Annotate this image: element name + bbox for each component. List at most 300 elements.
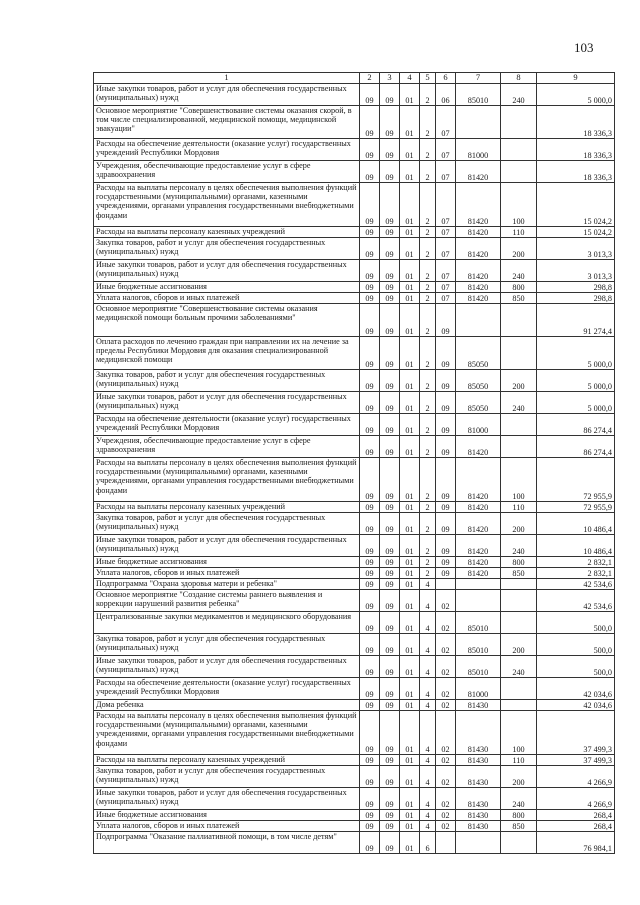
row-name: Иные закупки товаров, работ и услуг для обеспечения государственных (муниципальных) нужд [94,535,360,557]
row-amount: 42 534,6 [537,579,615,590]
row-name: Иные закупки товаров, работ и услуг для обеспечения государственных (муниципальных) нужд [94,260,360,282]
column-header-2: 2 [360,73,380,84]
measure-code: 02 [436,678,456,700]
row-amount: 500,0 [537,634,615,656]
program-code: 2 [420,238,436,260]
section-code: 09 [380,634,400,656]
budget-table [93,72,615,854]
measure-code: 07 [436,139,456,161]
program-code: 2 [420,183,436,227]
subsection-code: 01 [400,788,420,810]
column-header-3: 3 [380,73,400,84]
section-code: 09 [380,535,400,557]
program-code: 2 [420,84,436,106]
target-code: 81000 [456,139,501,161]
ministry-code: 09 [360,293,380,304]
row-amount: 72 955,9 [537,458,615,502]
program-code: 4 [420,656,436,678]
program-code: 2 [420,502,436,513]
subsection-code: 01 [400,84,420,106]
expense-type-code: 200 [501,370,537,392]
ministry-code: 09 [360,788,380,810]
row-name: Уплата налогов, сборов и иных платежей [94,568,360,579]
section-code: 09 [380,260,400,282]
ministry-code: 09 [360,260,380,282]
subsection-code: 01 [400,260,420,282]
row-amount: 18 336,3 [537,106,615,139]
section-code: 09 [380,502,400,513]
row-amount: 5 000,0 [537,392,615,414]
table-row [94,788,615,810]
row-amount: 5 000,0 [537,84,615,106]
subsection-code: 01 [400,579,420,590]
row-name: Закупка товаров, работ и услуг для обеспечения государственных (муниципальных) нужд [94,513,360,535]
program-code: 2 [420,568,436,579]
subsection-code: 01 [400,436,420,458]
expense-type-code: 850 [501,821,537,832]
ministry-code: 09 [360,557,380,568]
measure-code: 02 [436,810,456,821]
row-name: Иные бюджетные ассигнования [94,810,360,821]
subsection-code: 01 [400,227,420,238]
subsection-code: 01 [400,106,420,139]
program-code: 4 [420,678,436,700]
ministry-code: 09 [360,161,380,183]
section-code: 09 [380,711,400,755]
row-name: Расходы на обеспечение деятельности (оказание услуг) государственных учреждений Республики Мордовия [94,414,360,436]
ministry-code: 09 [360,755,380,766]
subsection-code: 01 [400,590,420,612]
expense-type-code [501,436,537,458]
target-code [456,832,501,854]
table-row [94,513,615,535]
row-amount: 4 266,9 [537,766,615,788]
table-row [94,458,615,502]
ministry-code: 09 [360,766,380,788]
table-row [94,557,615,568]
target-code: 85010 [456,634,501,656]
row-name: Основное мероприятие "Создание системы раннего выявления и коррекции нарушений развития ребенка" [94,590,360,612]
expense-type-code [501,579,537,590]
row-amount: 268,4 [537,810,615,821]
subsection-code: 01 [400,821,420,832]
row-name: Иные закупки товаров, работ и услуг для обеспечения государственных (муниципальных) нужд [94,392,360,414]
row-name: Расходы на выплаты персоналу в целях обеспечения выполнения функций государственными (муниципальными) органами, казенными учреждениями, органами управления государственными внебюджетными фондами [94,458,360,502]
row-name: Закупка товаров, работ и услуг для обеспечения государственных (муниципальных) нужд [94,370,360,392]
subsection-code: 01 [400,832,420,854]
target-code: 81420 [456,458,501,502]
measure-code: 07 [436,293,456,304]
target-code: 81420 [456,238,501,260]
section-code: 09 [380,513,400,535]
measure-code: 07 [436,238,456,260]
ministry-code: 09 [360,590,380,612]
measure-code: 07 [436,260,456,282]
section-code: 09 [380,392,400,414]
target-code: 81430 [456,755,501,766]
section-code: 09 [380,810,400,821]
program-code: 2 [420,458,436,502]
row-amount: 15 024,2 [537,227,615,238]
row-name: Учреждения, обеспечивающие предоставление услуг в сфере здравоохранения [94,436,360,458]
column-header-1: 1 [94,73,360,84]
program-code: 2 [420,106,436,139]
target-code: 81420 [456,183,501,227]
table-row [94,535,615,557]
expense-type-code: 100 [501,711,537,755]
target-code: 85050 [456,337,501,370]
subsection-code: 01 [400,766,420,788]
row-amount: 18 336,3 [537,139,615,161]
subsection-code: 01 [400,183,420,227]
target-code: 81420 [456,260,501,282]
table-row [94,502,615,513]
program-code: 2 [420,282,436,293]
expense-type-code: 240 [501,84,537,106]
row-name: Иные бюджетные ассигнования [94,557,360,568]
table-row [94,678,615,700]
section-code: 09 [380,337,400,370]
row-amount: 298,8 [537,282,615,293]
measure-code: 09 [436,304,456,337]
row-name: Оплата расходов по лечению граждан при направлении их на лечение за пределы Республики Мордовия для оказания специализированной медицинской помощи [94,337,360,370]
row-name: Расходы на обеспечение деятельности (оказание услуг) государственных учреждений Республики Мордовия [94,678,360,700]
ministry-code: 09 [360,612,380,634]
subsection-code: 01 [400,304,420,337]
measure-code: 06 [436,84,456,106]
program-code: 2 [420,260,436,282]
row-amount: 37 499,3 [537,755,615,766]
row-amount: 37 499,3 [537,711,615,755]
ministry-code: 09 [360,458,380,502]
ministry-code: 09 [360,414,380,436]
expense-type-code [501,161,537,183]
row-name: Закупка товаров, работ и услуг для обеспечения государственных (муниципальных) нужд [94,766,360,788]
target-code: 85010 [456,656,501,678]
subsection-code: 01 [400,557,420,568]
expense-type-code: 200 [501,766,537,788]
measure-code: 02 [436,788,456,810]
table-row [94,590,615,612]
target-code: 81420 [456,227,501,238]
subsection-code: 01 [400,700,420,711]
ministry-code: 09 [360,227,380,238]
expense-type-code: 200 [501,238,537,260]
row-amount: 3 013,3 [537,238,615,260]
target-code: 85050 [456,370,501,392]
table-row [94,755,615,766]
row-name: Основное мероприятие "Совершенствование системы оказания скорой, в том числе специализированной, медицинской помощи, медицинской эвакуации" [94,106,360,139]
program-code: 4 [420,788,436,810]
row-name: Иные закупки товаров, работ и услуг для обеспечения государственных (муниципальных) нужд [94,84,360,106]
table-row [94,392,615,414]
target-code: 81420 [456,282,501,293]
expense-type-code [501,700,537,711]
target-code: 81420 [456,436,501,458]
program-code: 4 [420,612,436,634]
subsection-code: 01 [400,678,420,700]
subsection-code: 01 [400,370,420,392]
table-row [94,579,615,590]
row-amount: 2 832,1 [537,568,615,579]
expense-type-code: 110 [501,227,537,238]
target-code: 81000 [456,678,501,700]
program-code: 4 [420,766,436,788]
row-name: Иные закупки товаров, работ и услуг для обеспечения государственных (муниципальных) нужд [94,788,360,810]
section-code: 09 [380,821,400,832]
subsection-code: 01 [400,568,420,579]
target-code: 81430 [456,810,501,821]
measure-code: 02 [436,821,456,832]
expense-type-code: 800 [501,557,537,568]
section-code: 09 [380,766,400,788]
target-code: 85050 [456,392,501,414]
expense-type-code: 850 [501,293,537,304]
row-name: Основное мероприятие "Совершенствование системы оказания медицинской помощи больным прочими заболеваниями" [94,304,360,337]
section-code: 09 [380,557,400,568]
row-name: Расходы на выплаты персоналу казенных учреждений [94,227,360,238]
section-code: 09 [380,788,400,810]
table-row [94,766,615,788]
program-code: 2 [420,414,436,436]
ministry-code: 09 [360,84,380,106]
table-row [94,711,615,755]
target-code: 81420 [456,502,501,513]
table-row [94,260,615,282]
measure-code: 02 [436,700,456,711]
measure-code: 07 [436,282,456,293]
row-amount: 42 034,6 [537,678,615,700]
measure-code [436,579,456,590]
ministry-code: 09 [360,183,380,227]
row-amount: 2 832,1 [537,557,615,568]
expense-type-code [501,304,537,337]
section-code: 09 [380,238,400,260]
expense-type-code [501,612,537,634]
ministry-code: 09 [360,513,380,535]
program-code: 2 [420,535,436,557]
target-code: 81430 [456,711,501,755]
table-row [94,293,615,304]
measure-code: 09 [436,337,456,370]
expense-type-code: 240 [501,260,537,282]
expense-type-code [501,337,537,370]
measure-code: 09 [436,458,456,502]
section-code: 09 [380,370,400,392]
section-code: 09 [380,282,400,293]
ministry-code: 09 [360,700,380,711]
program-code: 4 [420,810,436,821]
program-code: 4 [420,821,436,832]
expense-type-code: 110 [501,755,537,766]
expense-type-code [501,832,537,854]
expense-type-code: 240 [501,535,537,557]
measure-code: 02 [436,612,456,634]
section-code: 09 [380,590,400,612]
row-amount: 268,4 [537,821,615,832]
subsection-code: 01 [400,337,420,370]
table-row [94,161,615,183]
program-code: 2 [420,227,436,238]
table-row [94,436,615,458]
row-amount: 10 486,4 [537,513,615,535]
target-code: 81420 [456,568,501,579]
table-row [94,304,615,337]
section-code: 09 [380,755,400,766]
expense-type-code: 240 [501,656,537,678]
row-name: Уплата налогов, сборов и иных платежей [94,293,360,304]
ministry-code: 09 [360,436,380,458]
row-amount: 72 955,9 [537,502,615,513]
table-row [94,183,615,227]
expense-type-code [501,678,537,700]
section-code: 09 [380,568,400,579]
row-amount: 4 266,9 [537,788,615,810]
row-amount: 10 486,4 [537,535,615,557]
row-name: Расходы на выплаты персоналу в целях обеспечения выполнения функций государственными (муниципальными) органами, казенными учреждениями, органами управления государственными внебюджетными фондами [94,711,360,755]
subsection-code: 01 [400,139,420,161]
table-row [94,84,615,106]
row-amount: 3 013,3 [537,260,615,282]
row-name: Расходы на обеспечение деятельности (оказание услуг) государственных учреждений Республики Мордовия [94,139,360,161]
table-row [94,634,615,656]
ministry-code: 09 [360,656,380,678]
measure-code: 09 [436,414,456,436]
row-name: Иные закупки товаров, работ и услуг для обеспечения государственных (муниципальных) нужд [94,656,360,678]
row-name: Подпрограмма "Оказание паллиативной помощи, в том числе детям" [94,832,360,854]
subsection-code: 01 [400,238,420,260]
ministry-code: 09 [360,678,380,700]
measure-code [436,832,456,854]
row-amount: 298,8 [537,293,615,304]
section-code: 09 [380,832,400,854]
target-code: 85010 [456,84,501,106]
ministry-code: 09 [360,337,380,370]
column-header-6: 6 [436,73,456,84]
program-code: 2 [420,557,436,568]
row-name: Учреждения, обеспечивающие предоставление услуг в сфере здравоохранения [94,161,360,183]
subsection-code: 01 [400,458,420,502]
target-code: 81420 [456,293,501,304]
target-code: 81420 [456,557,501,568]
section-code: 09 [380,700,400,711]
program-code: 2 [420,139,436,161]
column-header-5: 5 [420,73,436,84]
table-row [94,612,615,634]
table-row [94,700,615,711]
subsection-code: 01 [400,656,420,678]
subsection-code: 01 [400,392,420,414]
target-code: 81420 [456,161,501,183]
table-row [94,656,615,678]
expense-type-code: 100 [501,183,537,227]
expense-type-code: 110 [501,502,537,513]
ministry-code: 09 [360,832,380,854]
section-code: 09 [380,183,400,227]
table-row [94,832,615,854]
row-name: Расходы на выплаты персоналу казенных учреждений [94,755,360,766]
row-name: Закупка товаров, работ и услуг для обеспечения государственных (муниципальных) нужд [94,634,360,656]
measure-code: 02 [436,634,456,656]
subsection-code: 01 [400,535,420,557]
target-code [456,106,501,139]
program-code: 4 [420,579,436,590]
table-body [94,84,615,854]
measure-code: 09 [436,436,456,458]
program-code: 2 [420,436,436,458]
program-code: 6 [420,832,436,854]
row-name: Уплата налогов, сборов и иных платежей [94,821,360,832]
ministry-code: 09 [360,711,380,755]
header-row [94,73,615,84]
section-code: 09 [380,293,400,304]
ministry-code: 09 [360,238,380,260]
target-code: 81430 [456,821,501,832]
table-row [94,810,615,821]
subsection-code: 01 [400,711,420,755]
measure-code: 09 [436,557,456,568]
section-code: 09 [380,139,400,161]
expense-type-code [501,139,537,161]
subsection-code: 01 [400,282,420,293]
expense-type-code: 240 [501,392,537,414]
column-header-9: 9 [537,73,615,84]
table-row [94,238,615,260]
table-row [94,139,615,161]
measure-code: 07 [436,227,456,238]
row-name: Закупка товаров, работ и услуг для обеспечения государственных (муниципальных) нужд [94,238,360,260]
table-row [94,337,615,370]
page-number: 103 [574,40,594,55]
column-header-8: 8 [501,73,537,84]
program-code: 2 [420,370,436,392]
expense-type-code [501,106,537,139]
expense-type-code: 200 [501,634,537,656]
measure-code: 07 [436,106,456,139]
section-code: 09 [380,84,400,106]
section-code: 09 [380,227,400,238]
table-row [94,568,615,579]
ministry-code: 09 [360,821,380,832]
subsection-code: 01 [400,755,420,766]
measure-code: 02 [436,656,456,678]
row-amount: 5 000,0 [537,337,615,370]
subsection-code: 01 [400,513,420,535]
ministry-code: 09 [360,535,380,557]
subsection-code: 01 [400,161,420,183]
expense-type-code: 100 [501,458,537,502]
table-row [94,227,615,238]
ministry-code: 09 [360,634,380,656]
target-code: 81430 [456,766,501,788]
subsection-code: 01 [400,293,420,304]
measure-code: 09 [436,502,456,513]
ministry-code: 09 [360,139,380,161]
ministry-code: 09 [360,370,380,392]
subsection-code: 01 [400,612,420,634]
target-code [456,579,501,590]
section-code: 09 [380,656,400,678]
measure-code: 09 [436,535,456,557]
table-row [94,106,615,139]
section-code: 09 [380,436,400,458]
expense-type-code: 240 [501,788,537,810]
program-code: 2 [420,392,436,414]
row-amount: 18 336,3 [537,161,615,183]
target-code: 81420 [456,513,501,535]
measure-code: 09 [436,370,456,392]
expense-type-code: 850 [501,568,537,579]
